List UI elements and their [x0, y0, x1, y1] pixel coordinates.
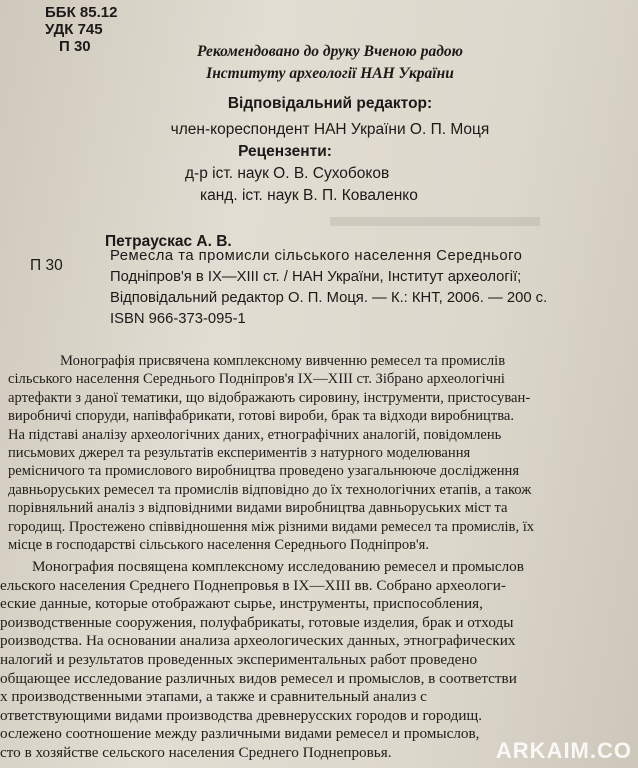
udk-code: УДК 745 [45, 21, 103, 38]
catalog-line-2: Подніпров'я в IX—XIII ст. / НАН України, Інститут археології; [110, 269, 522, 285]
abstract-ua-line: давньоруських ремесел та промислів відповідно до їх технологічних етапів, а також [8, 481, 532, 498]
abstract-ru-line: роизводства. На основании анализа археологических данных, этнографических [0, 632, 516, 650]
recommendation-line-1: Рекомендовано до друку Вченою радою [197, 43, 463, 60]
abstract-ru-line: сто в хозяйстве сельского населения Среднего Поднепровья. [0, 743, 392, 761]
abstract-ua-line: сільського населення Середнього Подніпров'я IX—XIII ст. Зібрано археологічні [8, 371, 505, 388]
bbk-code: ББК 85.12 [45, 4, 118, 21]
reviewer-1: д-р іст. наук О. В. Сухобоков [185, 165, 390, 182]
editor-block [120, 93, 540, 141]
abstract-ua-line: порівняльний аналіз з відповідними видами виробництва давньоруських міст та [8, 500, 508, 517]
bleed-through-shadow: ▬▬▬▬▬▬▬ [330, 200, 540, 233]
abstract-russian [0, 558, 636, 763]
catalog-line-3: Відповідальний редактор О. П. Моця. — К.: КНТ, 2006. — 200 с. [110, 290, 548, 306]
catalog-author: Петраускас А. В. [105, 233, 232, 250]
catalog-code-side: П 30 [30, 257, 63, 274]
editor-name: член-кореспондент НАН України О. П. Моця [170, 121, 490, 138]
reviewers-block [125, 141, 545, 207]
abstract-ua-line: виробничі споруди, напівфабрикати, готові вироби, брак та відходи виробництва. [8, 408, 515, 425]
catalog-entry [110, 246, 630, 330]
recommendation [120, 41, 540, 85]
abstract-ru-line: роизводственные сооружения, полуфабрикаты, готовые изделия, брак и отходы [0, 613, 514, 631]
abstract-ukrainian [8, 352, 634, 554]
editor-heading: Відповідальний редактор: [227, 95, 433, 112]
abstract-ru-line: общающее исследование различных видов ремесел и промыслов, в соответстви [0, 669, 517, 687]
abstract-ua-line: На підставі аналізу археологічних даних, етнографічних аналогій, повідомлень [8, 426, 502, 443]
abstract-ua-line: городищ. Простежено співвідношення між різними видами ремесел та промислів, їх [8, 518, 535, 535]
recommendation-line-2: Інституту археології НАН України [206, 65, 454, 82]
abstract-ru-line: еские данные, которые отображают сырье, инструменты, приспособления, [0, 595, 483, 613]
abstract-ru-line: х производственными этапами, а также и сравнительный анализ с [0, 688, 427, 706]
abstract-ru-line: ельского населения Среднего Поднепровья в IX—XIII вв. Собрано археологи- [0, 576, 506, 594]
abstract-ua-line: письмових джерел та результатів експериментів з натурного моделювання [8, 445, 471, 462]
abstract-ru-line: Монография посвящена комплексному исследованию ремесел и промыслов [32, 558, 524, 575]
classification-block [45, 4, 117, 55]
isbn: ISBN 966-373-095-1 [110, 311, 246, 327]
abstract-ua-line: місце в господарстві сільського населення Середнього Подніпров'я. [8, 537, 430, 554]
abstract-ru-line: ответствующими видами производства древнерусских городов и городищ. [0, 706, 483, 724]
abstract-ru-line: ослежено соотношение между различными видами ремесел и промыслов, [0, 725, 480, 743]
catalog-line-1: Ремесла та промисли сільського населення Середнього [110, 248, 523, 264]
abstract-ua-line: артефакти з даної тематики, що відображають сировину, інструменти, пристосуван- [8, 389, 531, 406]
reviewers-heading: Рецензенти: [238, 143, 332, 160]
abstract-ru-line: налогий и результатов проведенных экспериментальных работ проведено [0, 650, 478, 668]
catalog-code: П 30 [59, 38, 91, 55]
watermark: ARKAIM.CO [495, 738, 632, 763]
reviewer-2: канд. іст. наук В. П. Коваленко [200, 187, 418, 204]
abstract-ua-line: Монографія присвячена комплексному вивченню ремесел та промислів [60, 353, 506, 369]
abstract-ua-line: ремісничого та промислового виробництва проведено узагальнююче дослідження [8, 463, 520, 480]
